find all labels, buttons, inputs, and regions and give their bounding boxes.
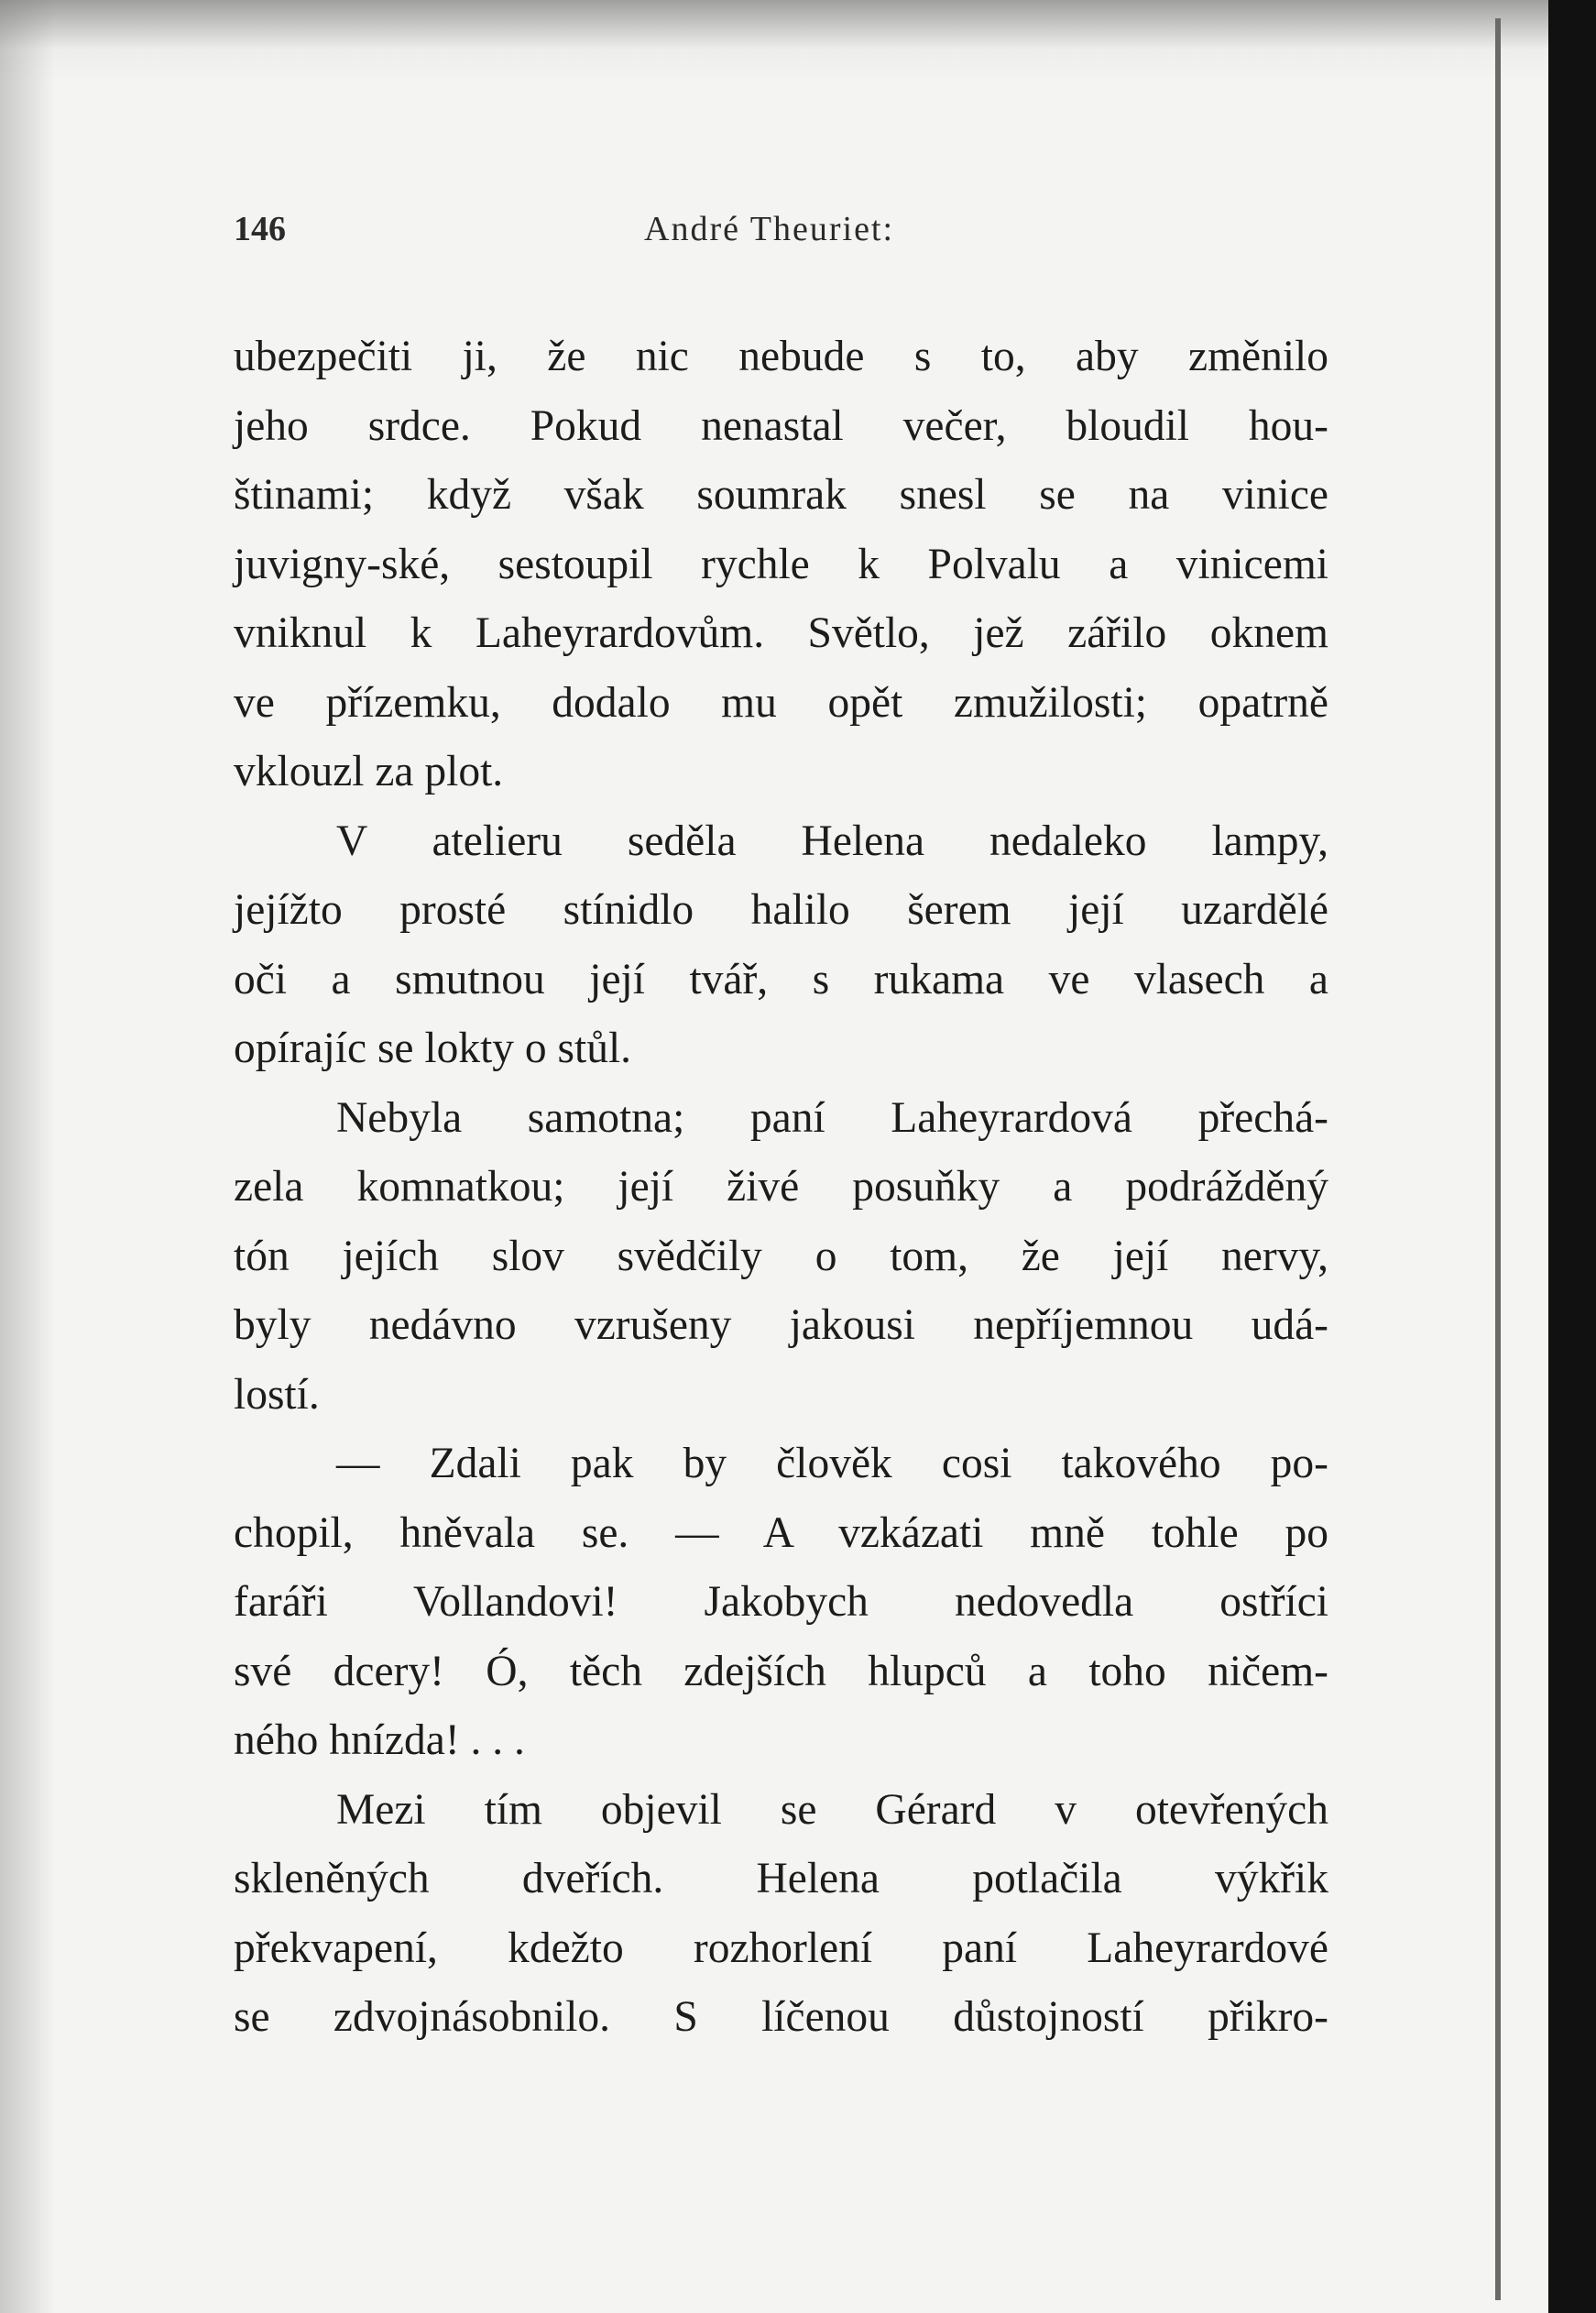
text-line: oči a smutnou její tvář, s rukama ve vlasech a [234,955,1328,1003]
running-head: André Theuriet: [644,210,895,248]
text-line: tón jejích slov svědčily o tom, že její nervy, [234,1232,1328,1280]
text-line: štinami; když však soumrak snesl se na vinice [234,471,1328,519]
scan-left-shadow [0,0,55,2313]
text-line: chopil, hněvala se. — A vzkázati mně tohle po [234,1508,1328,1557]
text-line: juvigny-ské, sestoupil rychle k Polvalu a vinicemi [234,540,1328,588]
text-line: V atelieru seděla Helena nedaleko lampy, [336,817,1328,865]
text-line: Mezi tím objevil se Gérard v otevřených [336,1785,1328,1834]
text-line: skleněných dveřích. Helena potlačila výkřik [234,1855,1328,1902]
text-line: vniknul k Laheyrardovům. Světlo, jež zářilo oknem [234,609,1328,657]
page-number: 146 [234,210,286,248]
text-line: se zdvojnásobnilo. S líčenou důstojností přikro- [234,1993,1328,2041]
text-line: — Zdali pak by člověk cosi takového po- [336,1440,1328,1487]
page-edge-line [1495,18,1501,2300]
body-text [234,323,1328,2053]
text-line: zela komnatkou; její živé posuňky a podrážděný [234,1163,1328,1211]
text-line: faráři Vollandovi! Jakobych nedovedla ostříci [234,1578,1328,1626]
text-line: jeho srdce. Pokud nenastal večer, bloudil hou- [234,401,1328,450]
text-line: opírajíc se lokty o stůl. [234,1025,632,1072]
text-line: vklouzl za plot. [234,748,504,795]
text-line: ubezpečiti ji, že nic nebude s to, aby změnilo [234,333,1328,380]
text-line: jejížto prosté stínidlo halilo šerem její uzardělé [234,886,1328,934]
text-line: překvapení, kdežto rozhorlení paní Laheyrardové [234,1924,1328,1972]
page-header [234,209,1328,255]
text-line: lostí. [234,1370,320,1419]
scan-top-shadow [0,0,1548,82]
text-line: své dcery! Ó, těch zdejších hlupců a toho ničem- [234,1647,1328,1695]
text-line: byly nedávno vzrušeny jakousi nepříjemnou udá- [234,1301,1328,1349]
text-line: ve přízemku, dodalo mu opět zmužilosti; opatrně [234,678,1328,727]
scan-right-border [1548,0,1596,2313]
text-line: Nebyla samotna; paní Laheyrardová přechá- [336,1093,1328,1142]
text-line: ného hnízda! . . . [234,1716,525,1764]
